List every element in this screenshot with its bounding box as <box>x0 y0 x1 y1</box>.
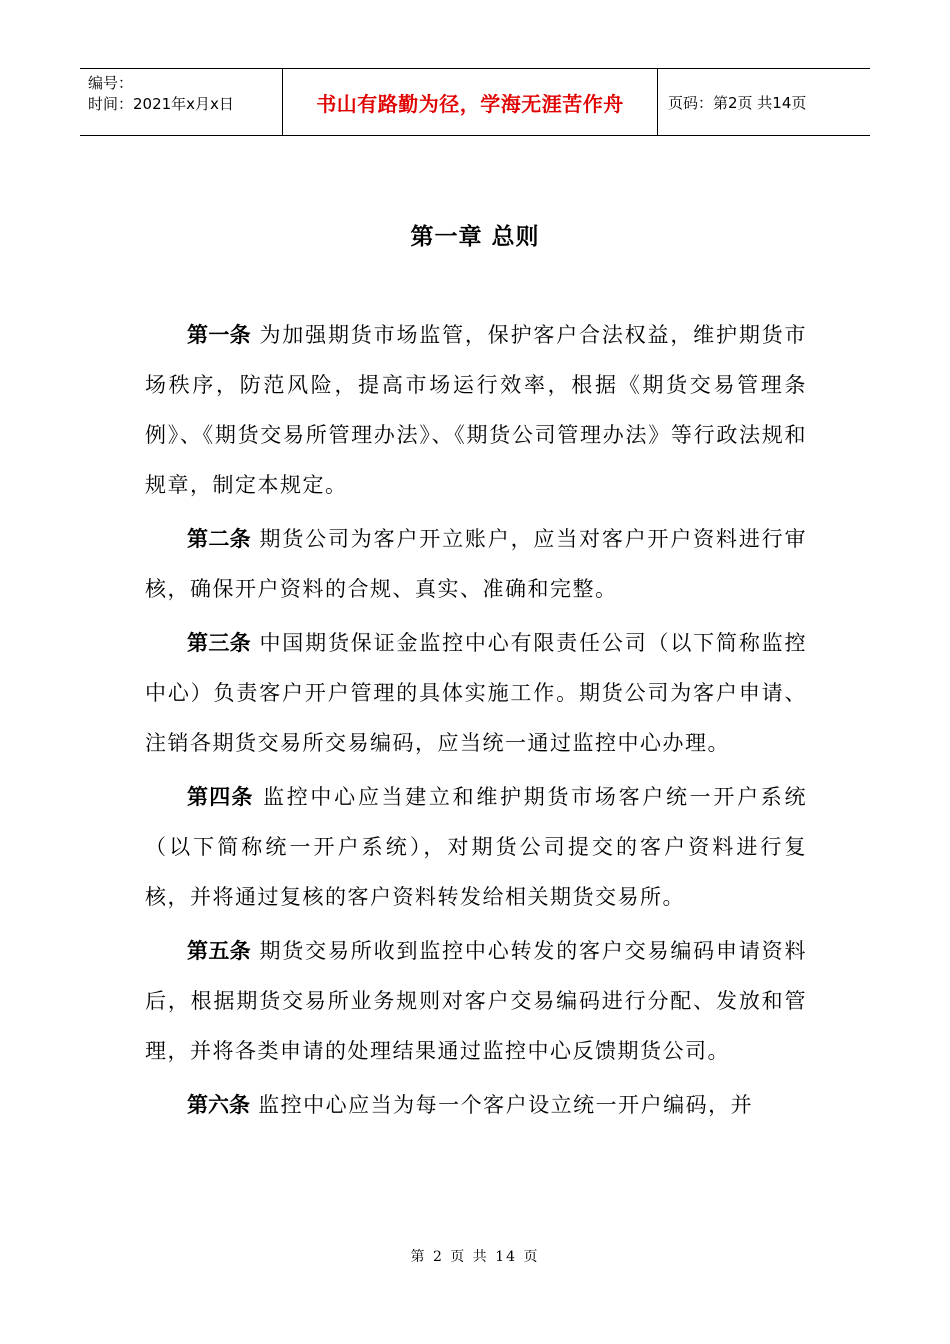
header-meta-cell <box>80 69 283 135</box>
page-footer: 第 2 页 共 14 页 <box>410 1249 540 1265</box>
article-3 <box>145 618 807 768</box>
article-label: 第四条 <box>187 785 254 809</box>
article-list <box>145 310 807 1134</box>
article-text: 期货公司为客户开立账户，应当对客户开户资料进行审核，确保开户资料的合规、真实、准确和完整。 <box>145 527 807 601</box>
article-6 <box>145 1080 807 1130</box>
article-2 <box>145 514 807 614</box>
document-number-label: 编号： <box>88 74 134 92</box>
article-1 <box>145 310 807 510</box>
article-text: 中国期货保证金监控中心有限责任公司（以下简称监控中心）负责客户开户管理的具体实施工作。期货公司为客户申请、注销各期货交易所交易编码，应当统一通过监控中心办理。 <box>145 631 807 755</box>
article-text: 为加强期货市场监管，保护客户合法权益，维护期货市场秩序，防范风险，提高市场运行效率，根据《期货交易管理条例》、《期货交易所管理办法》、《期货公司管理办法》等行政法规和规章，制定本规定。 <box>145 323 807 497</box>
article-text: 监控中心应当为每一个客户设立统一开户编码，并 <box>250 1093 754 1117</box>
chapter-title: 第一章 总则 <box>410 224 540 250</box>
article-label: 第六条 <box>187 1093 250 1117</box>
document-header <box>80 68 870 136</box>
article-label: 第三条 <box>187 631 251 655</box>
header-motto: 书山有路勤为径，学海无涯苦作舟 <box>283 69 658 135</box>
header-page-info: 页码：第2页 共14页 <box>668 93 807 112</box>
article-text: 监控中心应当建立和维护期货市场客户统一开户系统（以下简称统一开户系统），对期货公司提交的客户资料进行复核，并将通过复核的客户资料转发给相关期货交易所。 <box>145 785 807 909</box>
article-label: 第二条 <box>187 527 251 551</box>
article-5 <box>145 926 807 1076</box>
article-label: 第五条 <box>187 939 251 963</box>
article-text: 期货交易所收到监控中心转发的客户交易编码申请资料后，根据期货交易所业务规则对客户交易编码进行分配、发放和管理，并将各类申请的处理结果通过监控中心反馈期货公司。 <box>145 939 807 1063</box>
article-4 <box>145 772 807 922</box>
document-time-label: 时间：2021年x月x日 <box>88 95 234 113</box>
article-label: 第一条 <box>187 323 251 347</box>
